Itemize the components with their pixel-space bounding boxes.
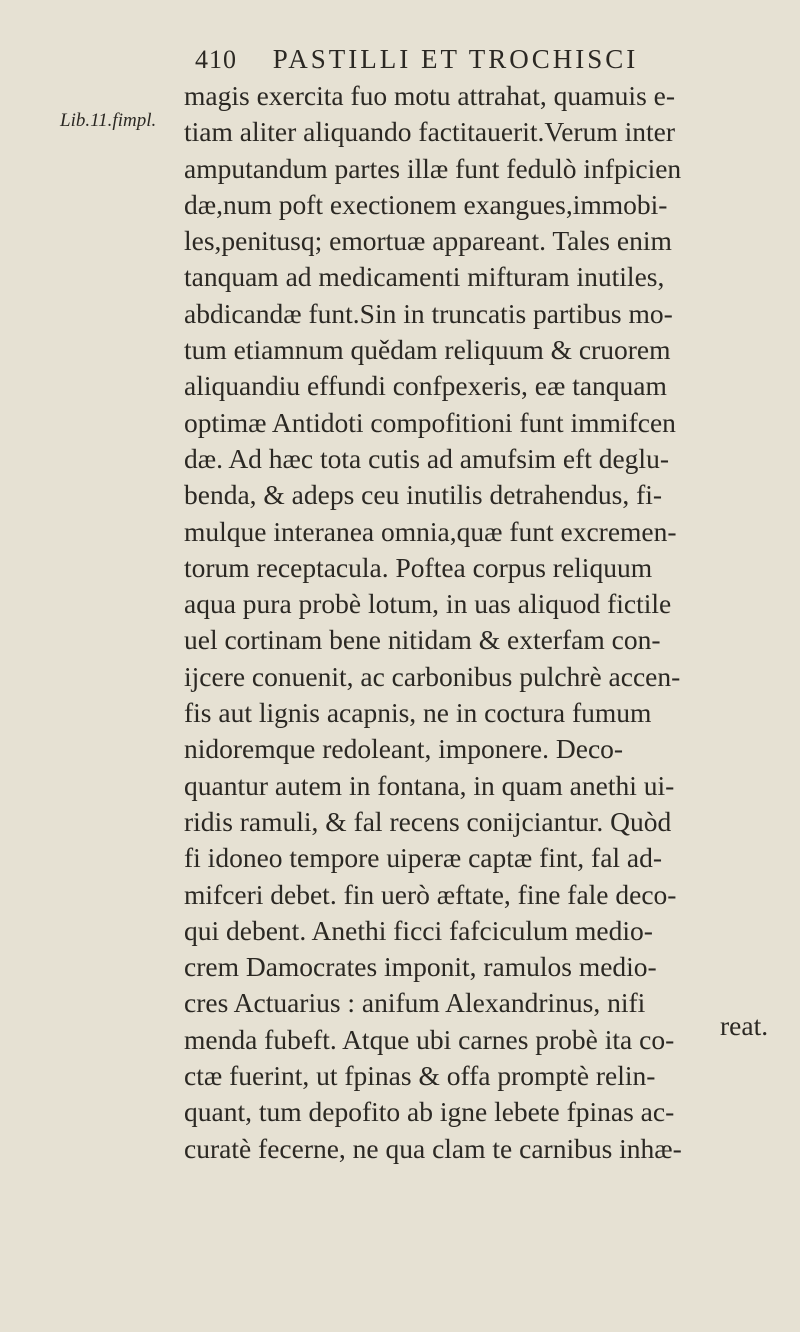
text-line: ctæ fuerint, ut fpinas & offa promptè relin- [184, 1060, 656, 1092]
text-line: dæ. Ad hæc tota cutis ad amufsim eft deglu- [184, 442, 669, 474]
text-line: ijcere conuenit, ac carbonibus pulchrè accen- [184, 660, 681, 692]
running-header [195, 44, 795, 80]
text-line: fi idoneo tempore uiperæ captæ fint, fal ad- [184, 842, 663, 874]
text-line: torum receptacula. Poftea corpus reliquum [184, 551, 653, 583]
text-line: amputandum partes illæ funt fedulò infpicien [184, 152, 682, 184]
text-line: quantur autem in fontana, in quam anethi ui- [184, 769, 675, 801]
text-line: nidoremque redoleant, imponere. Deco- [184, 733, 624, 765]
text-line: les,penitusq; emortuæ appareant. Tales enim [184, 225, 672, 257]
text-line: tum etiamnum quědam reliquum & cruorem [184, 334, 671, 366]
body-text [184, 78, 794, 1167]
running-title: PASTILLI ET TROCHISCI [272, 44, 639, 74]
text-line: mulque interanea omnia,quæ funt excremen- [184, 515, 677, 547]
text-line: uel cortinam bene nitidam & exterfam con- [184, 624, 661, 656]
text-line: qui debent. Anethi ficci fafciculum medio- [184, 914, 653, 946]
text-line: dæ,num poft exectionem exangues,immobi- [184, 188, 668, 220]
text-line: tiam aliter aliquando factitauerit.Verum inter [184, 116, 675, 148]
text-line: tanquam ad medicamenti mifturam inutiles, [184, 261, 665, 293]
text-line: quant, tum depofito ab igne lebete fpinas ac- [184, 1096, 675, 1128]
text-line: aliquandiu effundi confpexeris, eæ tanquam [184, 370, 667, 402]
text-line: cres Actuarius : anifum Alexandrinus, nifi [184, 987, 646, 1019]
text-line: magis exercita fuo motu attrahat, quamuis e- [184, 80, 676, 111]
text-line: curatè fecerne, ne qua clam te carnibus inhæ- [184, 1132, 682, 1164]
text-line: mifceri debet. fin uerò æftate, fine fale deco- [184, 878, 677, 910]
text-line: optimæ Antidoti compofitioni funt immifcen [184, 406, 676, 438]
text-line: benda, & adeps ceu inutilis detrahendus, fi- [184, 479, 663, 511]
page-number: 410 [195, 45, 237, 74]
text-line: aqua pura probè lotum, in uas aliquod fictile [184, 588, 672, 620]
text-line: fis aut lignis acapnis, ne in coctura fumum [184, 697, 652, 729]
text-line: abdicandæ funt.Sin in truncatis partibus mo- [184, 297, 673, 329]
text-line: menda fubeft. Atque ubi carnes probè ita co- [184, 1023, 675, 1055]
text-line: ridis ramuli, & fal recens conijciantur. Quòd [184, 805, 672, 837]
marginal-note: Lib.11.fimpl. [60, 110, 157, 131]
catchword: reat. [720, 1010, 769, 1041]
text-line: crem Damocrates imponit, ramulos medio- [184, 951, 657, 983]
